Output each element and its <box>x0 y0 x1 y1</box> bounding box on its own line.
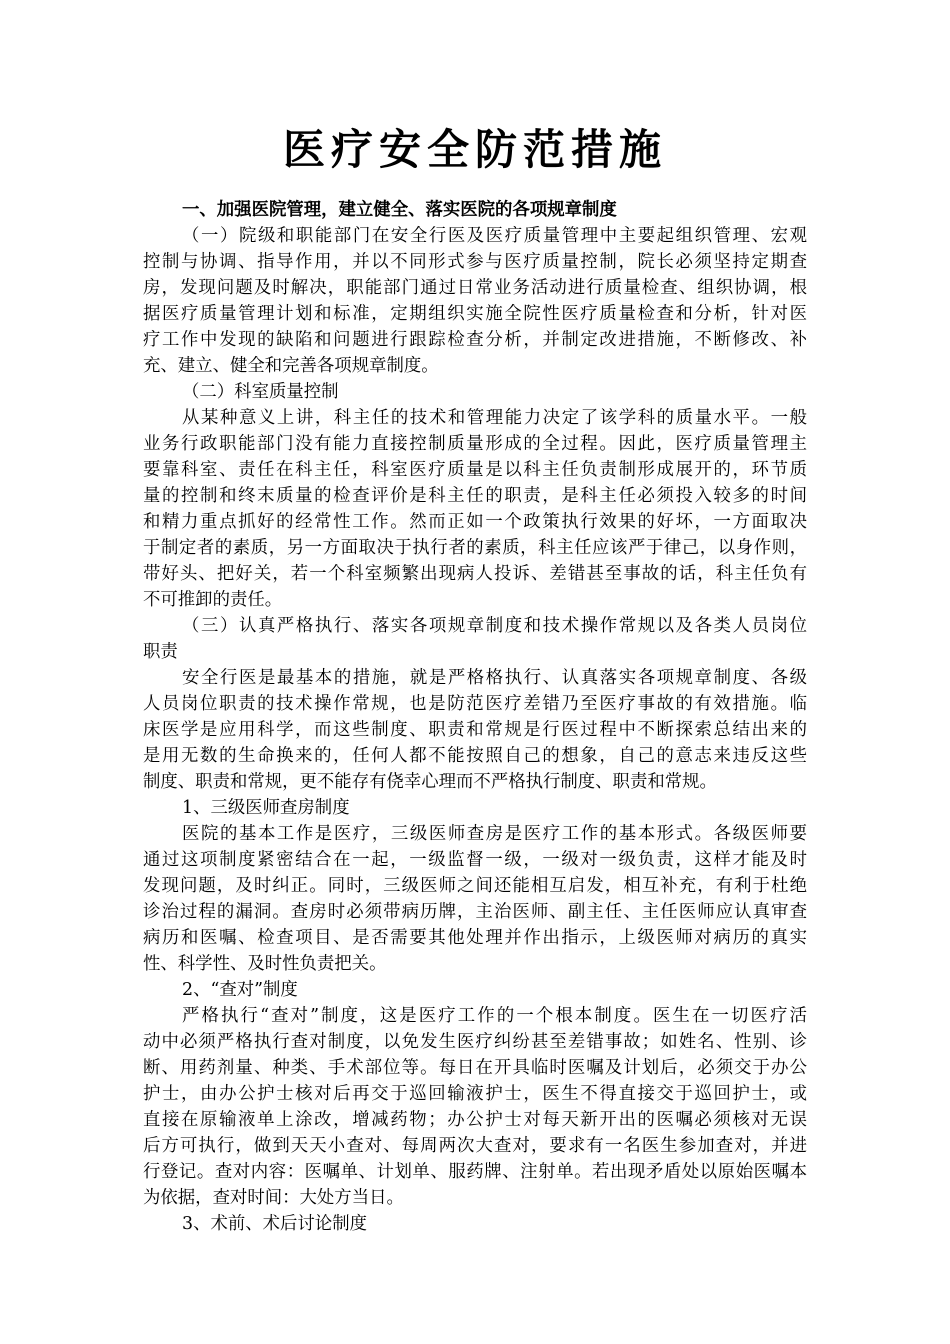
paragraph-line: 通过这项制度紧密结合在一起，一级监督一级，一级对一级负责，这样才能及时 <box>143 850 807 870</box>
paragraph-line: 床医学是应用科学，而这些制度、职责和常规是行医过程中不断探索总结出来的 <box>143 720 807 740</box>
document-title: 医疗安全防范措施 <box>282 125 667 174</box>
subsection-heading: （三）认真严格执行、落实各项规章制度和技术操作常规以及各类人员岗位 <box>182 616 807 636</box>
paragraph-line: 为依据，查对时间：大处方当日。 <box>143 1188 404 1208</box>
paragraph-line: 行登记。查对内容：医嘱单、计划单、服药牌、注射单。若出现矛盾处以原始医嘱本 <box>143 1162 807 1182</box>
paragraph-line: 要靠科室、责任在科主任，科室医疗质量是以科主任负责制形成展开的，环节质 <box>143 460 807 480</box>
paragraph-line: 疗工作中发现的缺陷和问题进行跟踪检查分析，并制定改进措施，不断修改、补 <box>143 330 807 350</box>
paragraph-line: 制度、职责和常规，更不能存有侥幸心理而不严格执行制度、职责和常规。 <box>143 772 717 792</box>
paragraph-line: 后方可执行，做到天天小查对、每周两次大查对，要求有一名医生参加查对，并进 <box>143 1136 807 1156</box>
paragraph-line: 性、科学性、及时性负责把关。 <box>143 954 387 974</box>
paragraph-line: 从某种意义上讲，科主任的技术和管理能力决定了该学科的质量水平。一般 <box>182 408 807 428</box>
document-page <box>143 120 807 1237</box>
paragraph-line: 发现问题，及时纠正。同时，三级医师之间还能相互启发，相互补充，有利于杜绝 <box>143 876 807 896</box>
paragraph-line: 带好头、把好关，若一个科室频繁出现病人投诉、差错甚至事故的话，科主任负有 <box>143 564 807 584</box>
paragraph-line: 于制定者的素质，另一方面取决于执行者的素质，科主任应该严于律己，以身作则， <box>143 538 807 558</box>
paragraph-line: 是用无数的生命换来的，任何人都不能按照自己的想象，自己的意志来违反这些 <box>143 746 807 766</box>
section-heading: 一、加强医院管理，建立健全、落实医院的各项规章制度 <box>182 200 617 220</box>
paragraph-line: （一）院级和职能部门在安全行医及医疗质量管理中主要起组织管理、宏观 <box>182 226 807 246</box>
subsection-heading: 2、“查对”制度 <box>182 980 298 1000</box>
paragraph-line: 安全行医是最基本的措施，就是严格格执行、认真落实各项规章制度、各级 <box>182 668 807 688</box>
paragraph-line: 据医疗质量管理计划和标准，定期组织实施全院性医疗质量检查和分析，针对医 <box>143 304 807 324</box>
subsection-heading: 1、三级医师查房制度 <box>182 798 350 818</box>
paragraph-line: 充、建立、健全和完善各项规章制度。 <box>143 356 439 376</box>
paragraph-line: 医院的基本工作是医疗，三级医师查房是医疗工作的基本形式。各级医师要 <box>182 824 807 844</box>
paragraph-line: 断、用药剂量、种类、手术部位等。每日在开具临时医嘱及计划后，必须交于办公 <box>143 1058 807 1078</box>
paragraph-line: 量的控制和终末质量的检查评价是科主任的职责，是科主任必须投入较多的时间 <box>143 486 807 506</box>
subsection-heading: 职责 <box>143 642 178 662</box>
paragraph-line: 诊治过程的漏洞。查房时必须带病历牌，主治医师、副主任、主任医师应认真审查 <box>143 902 807 922</box>
paragraph-line: 人员岗位职责的技术操作常规，也是防范医疗差错乃至医疗事故的有效措施。临 <box>143 694 807 714</box>
paragraph-line: 房，发现问题及时解决，职能部门通过日常业务活动进行质量检查、组织协调，根 <box>143 278 807 298</box>
paragraph-line: 动中必须严格执行查对制度，以免发生医疗纠纷甚至差错事故；如姓名、性别、诊 <box>143 1032 807 1052</box>
paragraph-line: 护士，由办公护士核对后再交于巡回输液护士，医生不得直接交于巡回护士，或 <box>143 1084 807 1104</box>
subsection-heading: （二）科室质量控制 <box>182 382 339 402</box>
paragraph-line: 业务行政职能部门没有能力直接控制质量形成的全过程。因此，医疗质量管理主 <box>143 434 807 454</box>
paragraph-line: 严格执行“查对”制度，这是医疗工作的一个根本制度。医生在一切医疗活 <box>182 1006 807 1026</box>
paragraph-line: 控制与协调、指导作用，并以不同形式参与医疗质量控制，院长必须坚持定期查 <box>143 252 807 272</box>
paragraph-line: 直接在原输液单上涂改，增减药物；办公护士对每天新开出的医嘱必须核对无误 <box>143 1110 807 1130</box>
paragraph-line: 病历和医嘱、检查项目、是否需要其他处理并作出指示，上级医师对病历的真实 <box>143 928 807 948</box>
subsection-heading: 3、术前、术后讨论制度 <box>182 1214 367 1234</box>
paragraph-line: 和精力重点抓好的经常性工作。然而正如一个政策执行效果的好坏，一方面取决 <box>143 512 807 532</box>
paragraph-line: 不可推卸的责任。 <box>143 590 283 610</box>
